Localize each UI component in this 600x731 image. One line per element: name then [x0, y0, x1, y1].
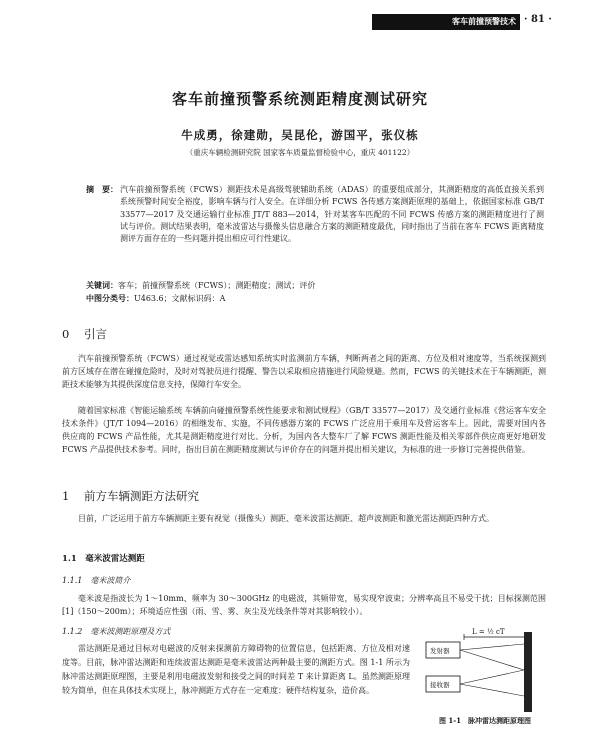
transmit-beam-lower [460, 650, 524, 670]
affiliation: （重庆车辆检测研究院 国家客车质量监督检验中心，重庆 401122） [185, 148, 415, 157]
keywords-label: 关键词： [86, 280, 118, 290]
keywords-line [86, 279, 546, 292]
figure-caption: 图 1-1 脉冲雷达测距原理图 [438, 716, 532, 725]
subsection-1-1-heading: 1.1 毫米波雷达测距 [62, 554, 145, 564]
section-1-paragraph: 目前，广泛运用于前方车辆测距主要有视觉（摄像头）测距、毫米波雷达测距、超声波测距和激光雷达测距四种方式。 [78, 514, 494, 523]
paper-title: 客车前撞预警系统测距精度测试研究 [171, 90, 428, 108]
transmit-beam-upper [460, 644, 524, 650]
figure-formula: L = ½ cT [472, 628, 505, 636]
classification-label: 中图分类号： [86, 293, 134, 303]
subsection-1-1-1-text: 毫米波是指波长为 1～10mm、频率为 30～300GHz 的电磁波，其频带宽，易实现窄波束；分辨率高且不易受干扰；目标探测范围[1]（150～200m）；环境适应性强（雨、雪、雾、灰尘及光线条件等对其影响较小）。 [62, 594, 546, 616]
subsection-1-1-2-text: 雷达测距是通过目标对电磁波的反射来探测前方障碍物的位置信息，包括距离、方位及相对速度等。目前，脉冲雷达测距和连续波雷达测距是毫米波雷达两种最主要的测距方式。图 1-1 所示为脉冲雷达测距原理图，主要是利用电磁波发射和接受之间的时间差 T 来计算距离 L。虽然测距原理较为简单，但在具体技术实现上，脉冲测距方式存在一定难度：硬件结构复杂，造价高。 [62, 644, 410, 695]
classification-line [86, 292, 546, 305]
section-0-heading [62, 326, 107, 342]
page-number: · 81 · [524, 14, 552, 25]
section-1-number: 1 [62, 489, 70, 503]
echo-beam-upper [460, 670, 524, 684]
echo-beam-lower [460, 684, 524, 696]
section-0-title: 引言 [84, 327, 107, 341]
target-obstacle [524, 632, 532, 712]
abstract-label: 摘 要： [86, 184, 118, 194]
pulse-radar-diagram [420, 622, 550, 718]
journal-header: 客车前撞预警技术 [452, 16, 516, 26]
section-1-heading [62, 488, 199, 504]
subsection-1-1-2-heading: 1.1.2 毫米波测距原理及方式 [62, 627, 171, 636]
keywords-text: 客车；前撞预警系统（FCWS）；测距精度；测试；评价 [118, 281, 316, 290]
keywords-block [86, 279, 546, 305]
transmitter-label: 发射器 [430, 647, 450, 655]
section-0-number: 0 [62, 327, 70, 341]
abstract-text: 汽车前撞预警系统（FCWS）测距技术是高级驾驶辅助系统（ADAS）的重要组成部分，其测距精度的高低直接关系到系统预警时间安全裕度，影响车辆与行人安全。在详细分析 FCWS 各传感方案测距原理的基础上，依据国家标准 GB/T 33577—2017 及交通运输行业标准 JT/T 883—2014，针对某客车匹配的不同 FCWS 传感方案的测距精度进行了测试与评价。测试结果表明，毫米波雷达与摄像头信息融合方案的测距精度最优，同时指出了当前在客车 FCWS 距离精度测评方面存在的一些问题并提出相应可行性建议。 [120, 185, 544, 244]
section-1-title: 前方车辆测距方法研究 [84, 489, 199, 503]
receiver-label: 接收器 [430, 681, 450, 689]
intro-paragraph-2: 随着国家标准《智能运输系统 车辆前向碰撞预警系统性能要求和测试规程》（GB/T 33577—2017）及交通行业标准《营运客车安全技术条件》（JT/T 1094—2016）的相继发布、实施，不同传感器方案的 FCWS 广泛应用于乘用车及营运客车上。因此，需要对国内各供应商的 FCWS 产品性能，尤其是测距精度进行对比、分析，为国内各大整车厂了解 FCWS 测距性能及相关零部件供应商更好地研发 FCWS 产品提供技术参考。同时，指出目前在测距精度测试与评价存在的问题并提出相关建议，为标准的进一步修订完善提供借鉴。 [62, 406, 546, 454]
authors: 牛成勇，徐建勋，吴昆伦，游国平，张仪栋 [181, 128, 419, 142]
intro-paragraph-1: 汽车前撞预警系统（FCWS）通过视觉或雷达感知系统实时监测前方车辆，判断两者之间的距离、方位及相对速度等，当系统探测到前方区域存在潜在碰撞危险时，及时对驾驶员进行提醒、警告以采取相应措施进行风险规避。然而，FCWS 的关键技术在于车辆测距，测距技术能够为其提供深度信息支持，保障行车安全。 [62, 354, 546, 389]
subsection-1-1-1-heading: 1.1.1 毫米波简介 [62, 576, 131, 585]
classification-text: U463.6；文献标识码：A [134, 294, 226, 303]
